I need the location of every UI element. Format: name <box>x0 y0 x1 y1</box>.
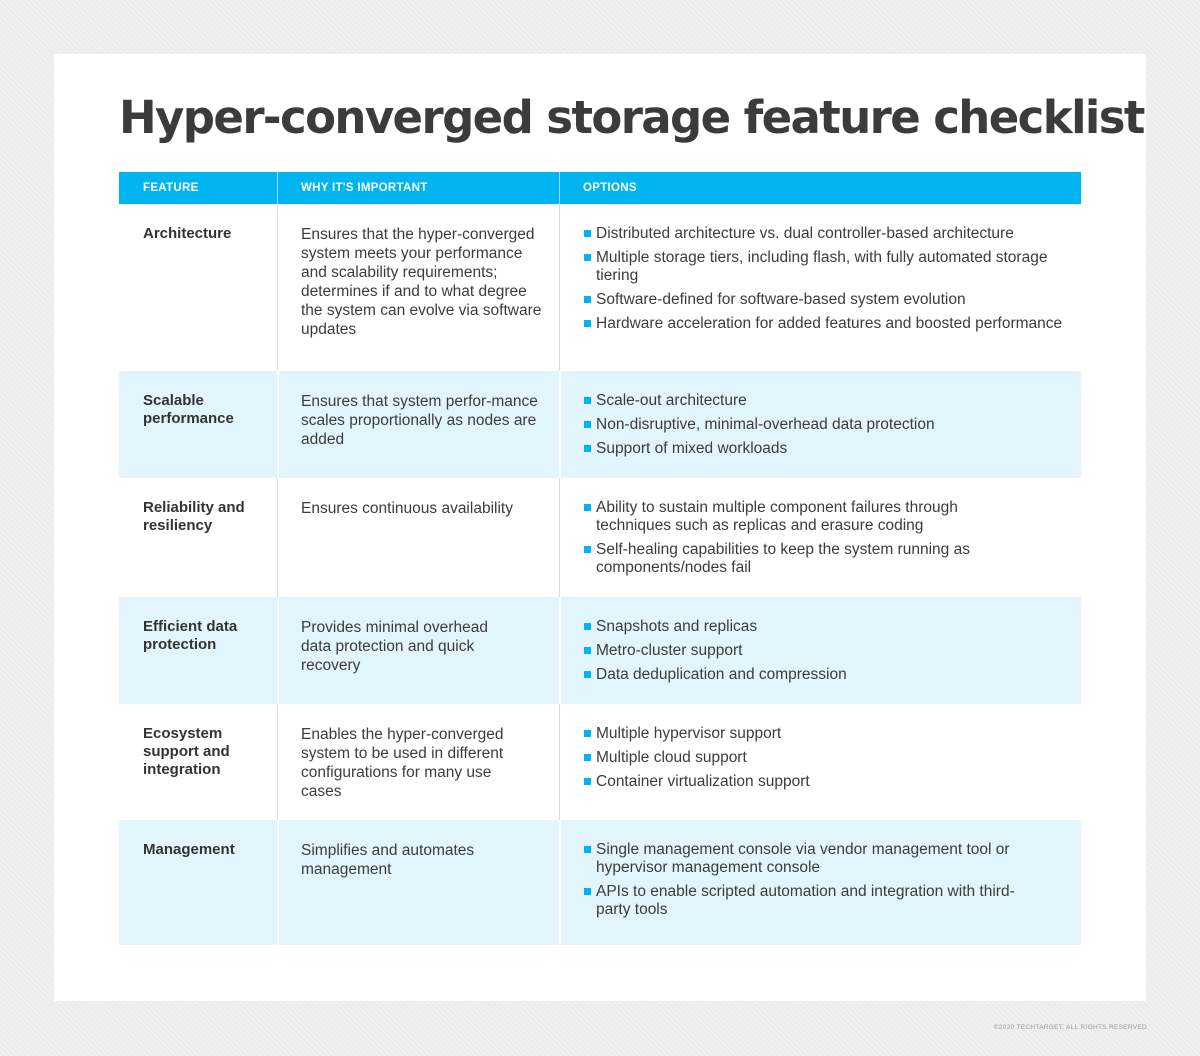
why-important-text: Ensures that system perfor-mance scales proportionally as nodes are added <box>301 393 538 448</box>
header-divider <box>277 172 278 204</box>
column-divider <box>277 478 278 597</box>
square-bullet-icon <box>584 296 591 303</box>
table-row <box>119 597 1081 704</box>
square-bullet-icon <box>584 445 591 452</box>
option-item <box>583 440 1063 458</box>
column-header-feature: FEATURE <box>143 182 199 194</box>
table-row <box>119 478 1081 597</box>
option-text: Multiple cloud support <box>596 749 747 766</box>
square-bullet-icon <box>584 730 591 737</box>
option-item <box>583 883 1023 919</box>
square-bullet-icon <box>584 230 591 237</box>
option-text: Multiple storage tiers, including flash, with fully automated storage tiering <box>596 249 1048 284</box>
square-bullet-icon <box>584 623 591 630</box>
column-divider <box>559 478 560 597</box>
feature-name: Efficient data protection <box>143 618 238 653</box>
checklist-card <box>54 54 1146 1001</box>
options-list <box>583 841 1023 925</box>
feature-name: Scalable performance <box>143 392 234 427</box>
checklist-table <box>119 172 1081 945</box>
copyright-notice: ©2020 TECHTARGET. ALL RIGHTS RESERVED <box>993 1024 1147 1031</box>
column-divider <box>559 597 561 704</box>
square-bullet-icon <box>584 546 591 553</box>
why-important-text: Provides minimal overhead data protection and quick recovery <box>301 619 488 674</box>
option-text: Hardware acceleration for added features and boosted performance <box>596 315 1063 332</box>
column-divider <box>277 704 278 820</box>
why-important-text: Enables the hyper-converged system to be used in different configurations for many use cases <box>301 726 504 800</box>
option-text: Ability to sustain multiple component failures through techniques such as replicas and erasure coding <box>596 499 958 534</box>
square-bullet-icon <box>584 671 591 678</box>
option-text: Multiple hypervisor support <box>596 725 782 742</box>
square-bullet-icon <box>584 778 591 785</box>
option-item <box>583 225 1063 243</box>
option-item <box>583 416 1063 434</box>
option-text: Metro-cluster support <box>596 642 743 659</box>
why-important-text: Ensures continuous availability <box>301 500 513 517</box>
options-list <box>583 725 1063 797</box>
column-divider <box>277 820 279 945</box>
option-text: Support of mixed workloads <box>596 440 788 457</box>
page-title: Hyper-converged storage feature checklist <box>119 91 1144 144</box>
column-divider <box>559 371 561 478</box>
option-item <box>583 315 1063 333</box>
option-item <box>583 725 1063 743</box>
column-divider <box>277 597 279 704</box>
option-item <box>583 291 1063 309</box>
option-text: Scale-out architecture <box>596 392 747 409</box>
square-bullet-icon <box>584 647 591 654</box>
square-bullet-icon <box>584 754 591 761</box>
option-item <box>583 749 1063 767</box>
feature-name: Architecture <box>143 225 232 242</box>
option-item <box>583 499 1003 535</box>
option-item <box>583 249 1063 285</box>
column-divider <box>559 204 560 371</box>
square-bullet-icon <box>584 397 591 404</box>
square-bullet-icon <box>584 421 591 428</box>
square-bullet-icon <box>584 504 591 511</box>
table-header <box>119 172 1081 204</box>
table-row <box>119 204 1081 371</box>
option-text: Data deduplication and compression <box>596 666 847 683</box>
option-item <box>583 841 1023 877</box>
option-text: APIs to enable scripted automation and integration with third-party tools <box>596 883 1015 918</box>
feature-name: Management <box>143 841 235 858</box>
options-list <box>583 225 1063 339</box>
option-text: Software-defined for software-based system evolution <box>596 291 966 308</box>
column-header-options: OPTIONS <box>583 182 637 194</box>
option-item <box>583 642 1063 660</box>
square-bullet-icon <box>584 888 591 895</box>
why-important-text: Simplifies and automates management <box>301 842 475 878</box>
options-list <box>583 392 1063 464</box>
header-divider <box>559 172 560 204</box>
table-row <box>119 820 1081 945</box>
table-row <box>119 371 1081 478</box>
option-text: Self-healing capabilities to keep the system running as components/nodes fail <box>596 541 970 576</box>
square-bullet-icon <box>584 254 591 261</box>
table-row <box>119 704 1081 820</box>
square-bullet-icon <box>584 846 591 853</box>
option-text: Single management console via vendor management tool or hypervisor management console <box>596 841 1010 876</box>
option-item <box>583 773 1063 791</box>
option-text: Container virtualization support <box>596 773 810 790</box>
column-divider <box>559 820 561 945</box>
option-item <box>583 618 1063 636</box>
column-divider <box>559 704 560 820</box>
column-header-why: WHY IT'S IMPORTANT <box>301 182 428 194</box>
feature-name: Reliability and resiliency <box>143 499 245 534</box>
column-divider <box>277 371 279 478</box>
square-bullet-icon <box>584 320 591 327</box>
option-text: Snapshots and replicas <box>596 618 758 635</box>
options-list <box>583 499 1003 583</box>
options-list <box>583 618 1063 690</box>
feature-name: Ecosystem support and integration <box>143 725 230 778</box>
why-important-text: Ensures that the hyper-converged system meets your performance and scalability requirements; determines if and to what degree the system can evolve via software updates <box>301 226 542 338</box>
option-item <box>583 666 1063 684</box>
option-item <box>583 392 1063 410</box>
option-item <box>583 541 1003 577</box>
option-text: Distributed architecture vs. dual controller-based architecture <box>596 225 1014 242</box>
option-text: Non-disruptive, minimal-overhead data protection <box>596 416 935 433</box>
